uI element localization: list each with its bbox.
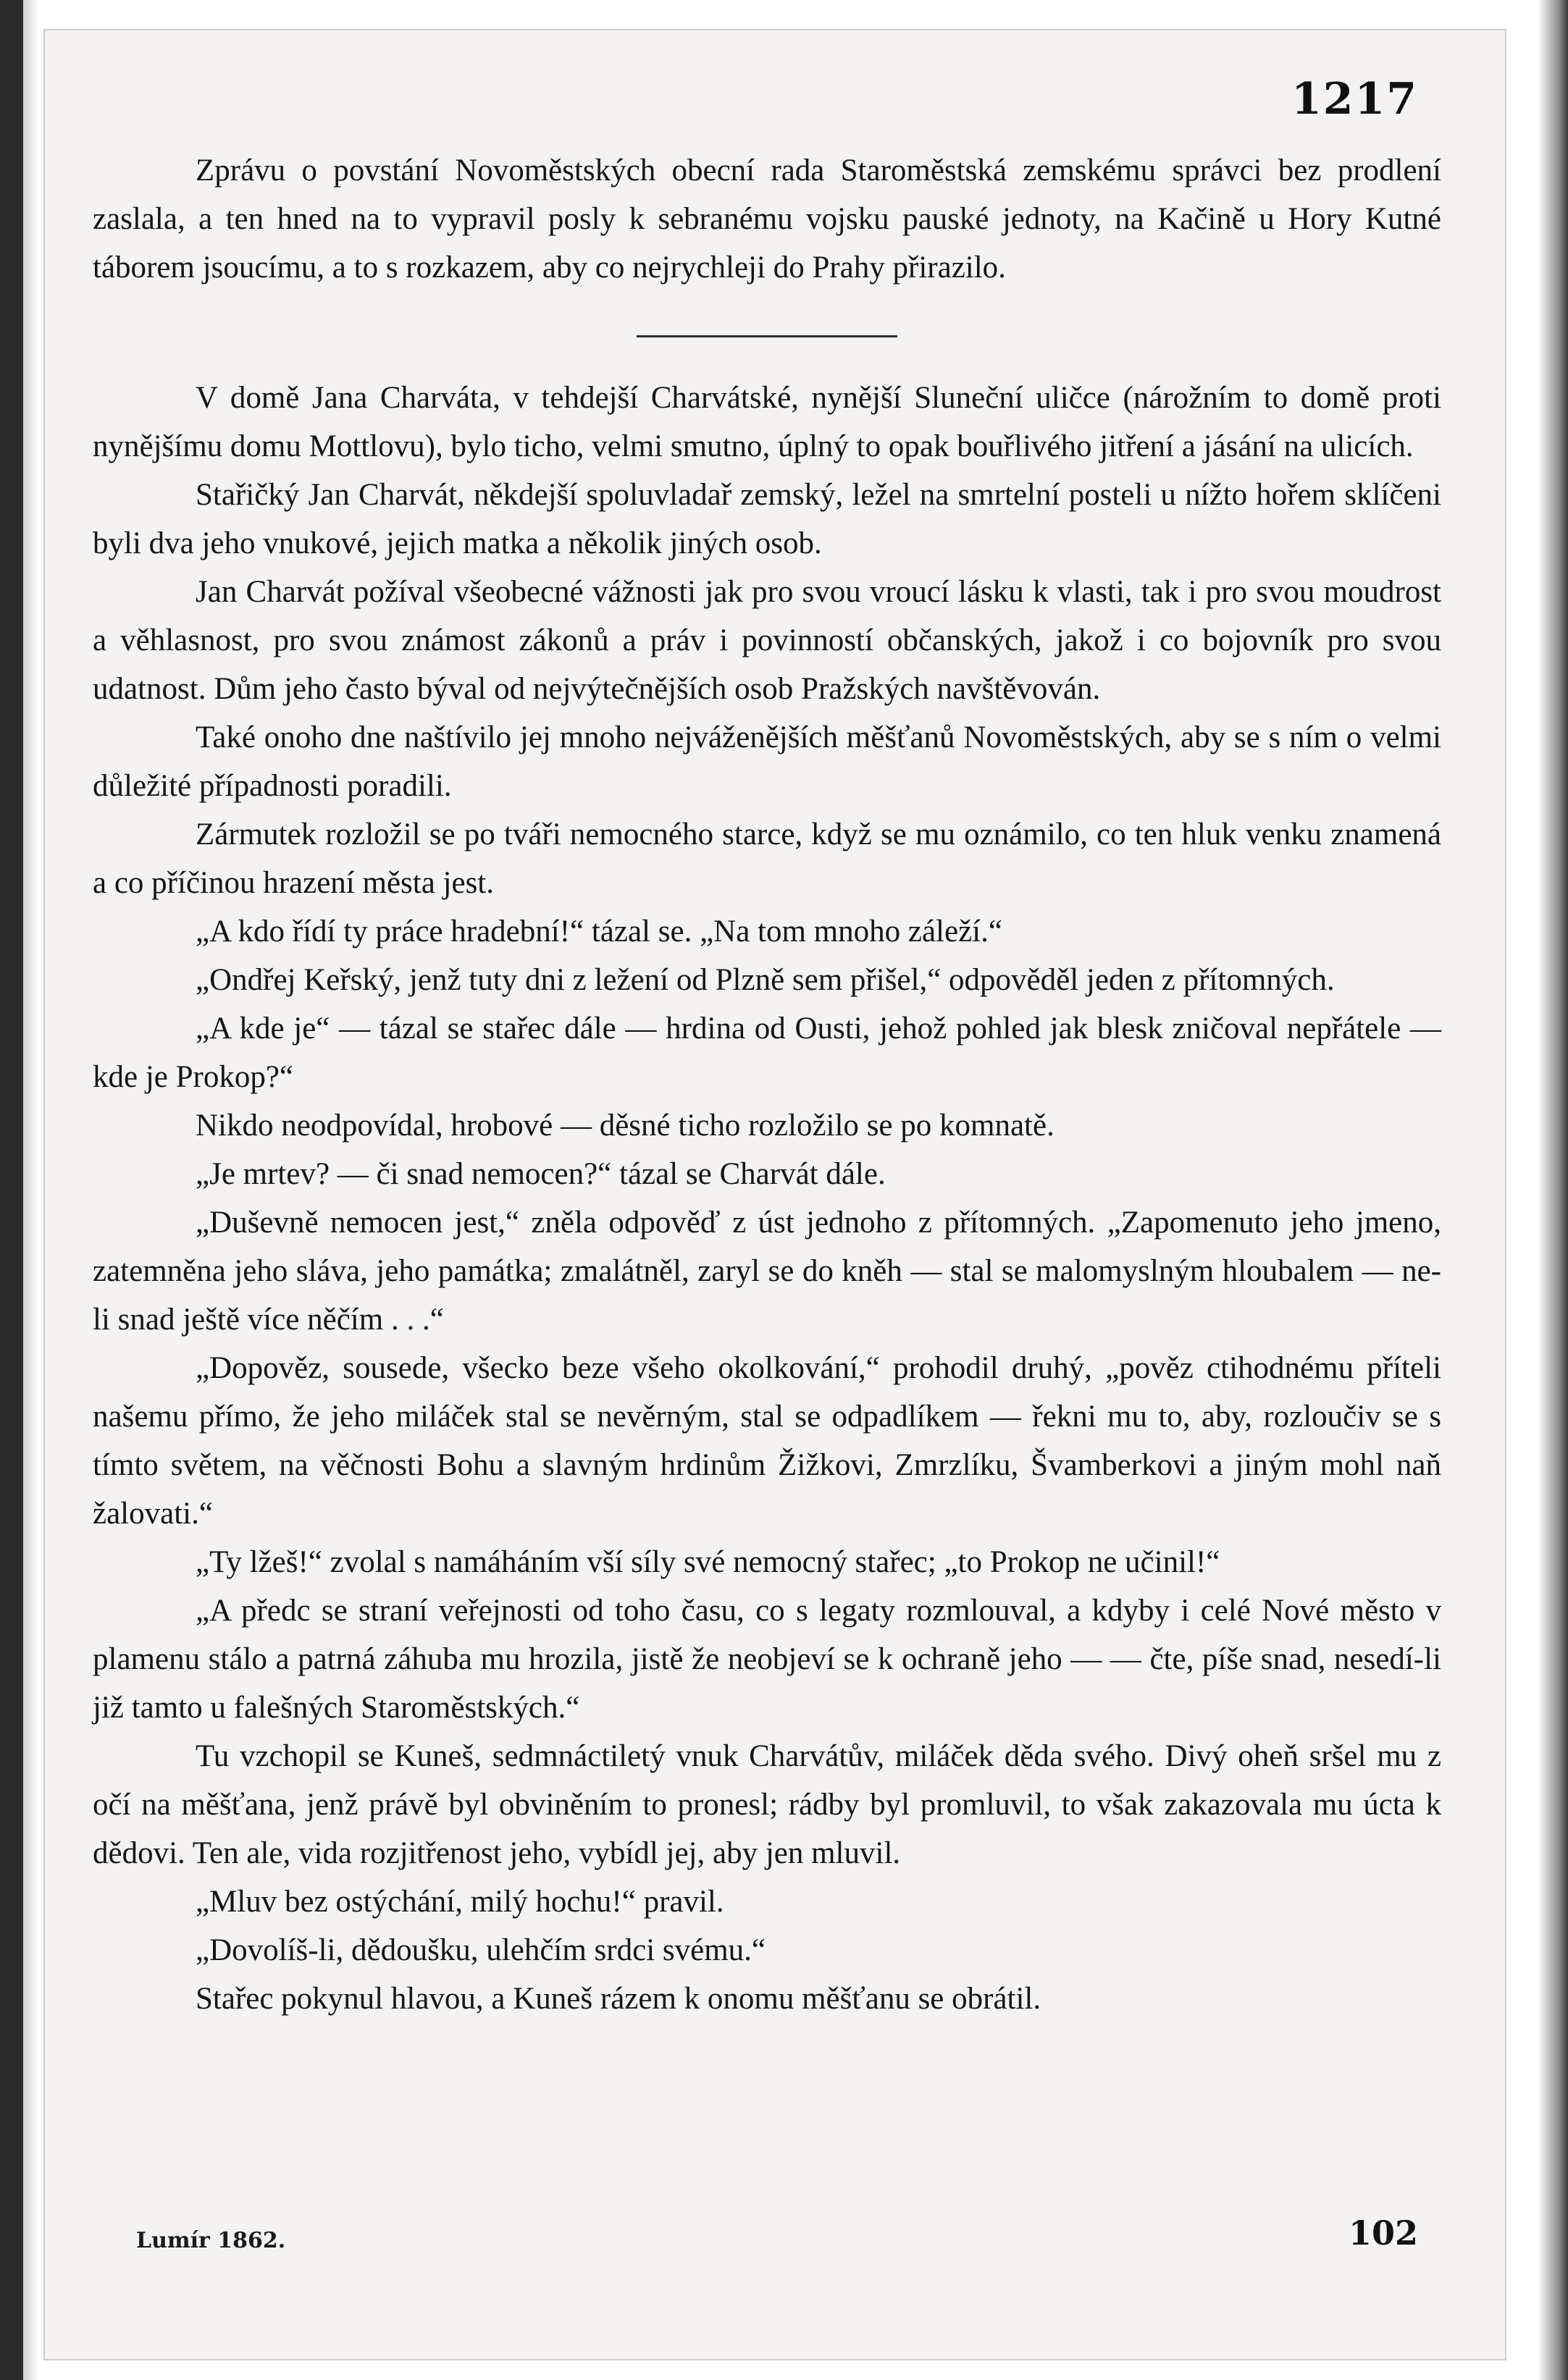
paragraph: „A kde je“ — tázal se stařec dále — hrdina od Ousti, jehož pohled jak blesk zničoval nepřátele — kde je Prokop?“: [93, 1012, 1441, 1094]
section-divider: [637, 335, 897, 337]
paragraph: Zprávu o povstání Novoměstských obecní rada Staroměstská zemskému správci bez prodlení zaslala, a ten hned na to vypravil posly k sebranému vojsku pauské jednoty, na Kačině u Hory Kutné táborem jsoucímu, a to s rozkazem, aby co nejrychleji do Prahy přirazilo.: [93, 154, 1441, 285]
scan-left-border: [0, 0, 23, 2380]
paragraph: „Duševně nemocen jest,“ zněla odpověď z úst jednoho z přítomných. „Zapomenuto jeho jmeno, zatemněna jeho sláva, jeho památka; zmalátněl, zaryl se do kněh — stal se malomyslným hloubalem — ne-li snad ještě více něčím . . .“: [93, 1206, 1441, 1337]
paragraph: Tu vzchopil se Kuneš, sedmnáctiletý vnuk Charvátův, miláček děda svého. Divý oheň sršel mu z očí na měšťana, jenž právě byl obviněním to pronesl; rádby byl promluvil, to však zakazovala mu úcta k dědovi. Ten ale, vida rozjitřenost jeho, vybídl jej, aby jen mluvil.: [93, 1739, 1441, 1870]
page-footer: [136, 2213, 1418, 2264]
paragraph: „A předc se straní veřejnosti od toho času, co s legaty rozmlouval, a kdyby i celé Nové město v plamenu stálo a patrná záhuba mu hrozila, jistě že neobjeví se k ochraně jeho — — čte, píše snad, nesedí-li již tamto u falešných Staroměstských.“: [93, 1594, 1441, 1725]
journal-footer-label: Lumír 1862.: [136, 2228, 286, 2253]
paragraph: Zármutek rozložil se po tváři nemocného starce, když se mu oznámilo, co ten hluk venku znamená a co příčinou hrazení města jest.: [93, 817, 1441, 900]
paragraph: Stařičký Jan Charvát, někdejší spoluvladař zemský, ležel na smrtelní posteli u nížto hořem sklíčeni byli dva jeho vnukové, jejich matka a několik jiných osob.: [93, 478, 1441, 560]
paragraph: „Ondřej Keřský, jenž tuty dni z ležení od Plzně sem přišel,“ odpověděl jeden z přítomných.: [196, 963, 1335, 997]
signature-mark: 102: [1348, 2213, 1418, 2253]
page-number: 1217: [1291, 74, 1418, 125]
paragraph: Stařec pokynul hlavou, a Kuneš rázem k onomu měšťanu se obrátil.: [196, 1982, 1041, 2016]
paragraph: „Mluv bez ostýchání, milý hochu!“ pravil.: [196, 1885, 724, 1919]
paragraph: „Je mrtev? — či snad nemocen?“ tázal se Charvát dále.: [196, 1157, 886, 1191]
paragraph: Také onoho dne naštívilo jej mnoho nejváženějších měšťanů Novoměstských, aby se s ním o velmi důležité případnosti poradili.: [93, 720, 1441, 803]
document-page: [43, 29, 1506, 2360]
paragraph: „A kdo řídí ty práce hradební!“ tázal se. „Na tom mnoho záleží.“: [196, 914, 1002, 949]
paragraph: V domě Jana Charváta, v tehdejší Charvátské, nynější Sluneční uličce (nárožním to domě proti nynějšímu domu Mottlovu), bylo ticho, velmi smutno, úplný to opak bouřlivého jitření a jásání na ulicích.: [93, 381, 1441, 463]
paragraph: Jan Charvát požíval všeobecné vážnosti jak pro svou vroucí lásku k vlasti, tak i pro svou moudrost a věhlasnost, pro svou známost zákonů a práv i povinností občanských, jakož i co bojovník pro svou udatnost. Dům jeho často býval od nejvýtečnějších osob Pražských navštěvován.: [93, 575, 1441, 706]
scan-left-shadow: [23, 0, 38, 2380]
paragraph: „Dovolíš-li, dědoušku, ulehčím srdci svému.“: [196, 1933, 766, 1967]
paragraph: „Dopověz, sousede, všecko beze všeho okolkování,“ prohodil druhý, „pověz ctihodnému příteli našemu přímo, že jeho miláček stal se nevěrným, stal se odpadlíkem — řekni mu to, aby, rozloučiv se s tímto světem, na věčnosti Bohu a slavným hrdinům Žižkovi, Zmrzlíku, Švamberkovi a jiným mohl naň žalovati.“: [93, 1351, 1441, 1531]
paragraph: „Ty lžeš!“ zvolal s namáháním vší síly své nemocný stařec; „to Prokop ne učinil!“: [196, 1545, 1220, 1579]
scan-right-border: [1539, 0, 1568, 2380]
paragraph: Nikdo neodpovídal, hrobové — děsné ticho rozložilo se po komnatě.: [196, 1109, 1055, 1143]
text-column: [93, 146, 1441, 2023]
